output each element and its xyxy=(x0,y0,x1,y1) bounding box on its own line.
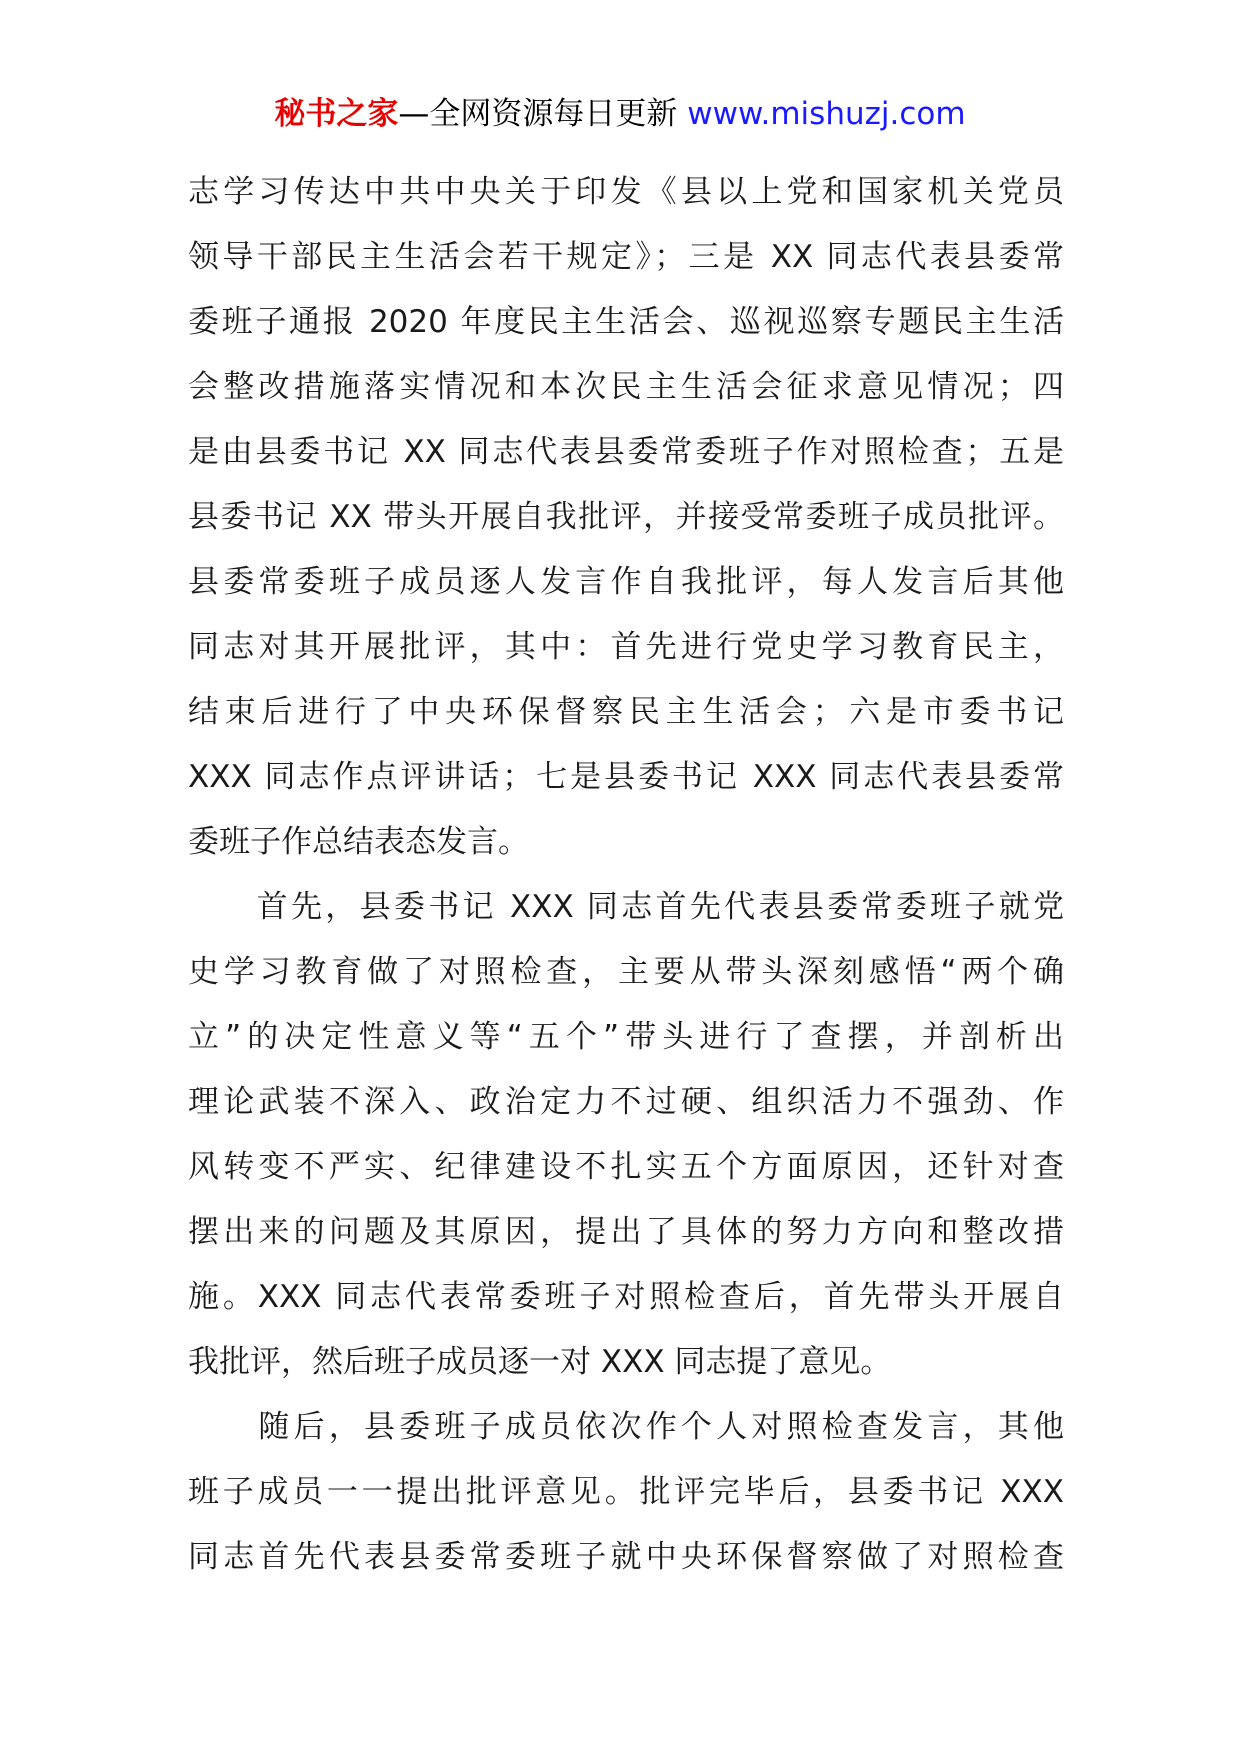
text-line: 委班子通报 2020 年度民主生活会、巡视巡察专题民主生活 xyxy=(188,304,1064,340)
text-line: 施。XXX 同志代表常委班子对照检查后，首先带头开展自 xyxy=(188,1279,1064,1315)
text-line: 结束后进行了中央环保督察民主生活会；六是市委书记 xyxy=(188,694,1064,730)
text-line: 我批评，然后班子成员逐一对 XXX 同志提了意见。 xyxy=(188,1344,892,1380)
text-line: 同志对其开展批评，其中：首先进行党史学习教育民主， xyxy=(188,629,1064,665)
site-slogan: —全网资源每日更新 xyxy=(398,96,688,132)
text-line: 摆出来的问题及其原因，提出了具体的努力方向和整改措 xyxy=(188,1214,1064,1250)
page-header xyxy=(0,94,1240,134)
site-brand: 秘书之家 xyxy=(274,96,399,132)
text-line: 是由县委书记 XX 同志代表县委常委班子作对照检查；五是 xyxy=(188,434,1064,470)
text-line: 县委常委班子成员逐人发言作自我批评，每人发言后其他 xyxy=(188,564,1064,600)
text-line: 理论武装不深入、政治定力不过硬、组织活力不强劲、作 xyxy=(188,1084,1064,1120)
text-line: 志学习传达中共中央关于印发《县以上党和国家机关党员 xyxy=(188,174,1064,210)
text-line: 委班子作总结表态发言。 xyxy=(188,824,529,860)
text-line: 班子成员一一提出批评意见。批评完毕后，县委书记 XXX xyxy=(188,1474,1064,1510)
document-body xyxy=(188,160,1064,1590)
text-line: 同志首先代表县委常委班子就中央环保督察做了对照检查 xyxy=(188,1539,1064,1575)
text-line: 风转变不严实、纪律建设不扎实五个方面原因，还针对查 xyxy=(188,1149,1064,1185)
text-line: 随后，县委班子成员依次作个人对照检查发言，其他 xyxy=(188,1409,1064,1445)
text-line: 会整改措施落实情况和本次民主生活会征求意见情况；四 xyxy=(188,369,1064,405)
text-line: 县委书记 XX 带头开展自我批评，并接受常委班子成员批评。 xyxy=(188,499,1064,535)
text-line: 立”的决定性意义等“五个”带头进行了查摆，并剖析出 xyxy=(188,1019,1064,1055)
text-line: 领导干部民主生活会若干规定》；三是 XX 同志代表县委常 xyxy=(188,239,1064,275)
text-line: 首先，县委书记 XXX 同志首先代表县委常委班子就党 xyxy=(188,889,1064,925)
text-line: 史学习教育做了对照检查，主要从带头深刻感悟“两个确 xyxy=(188,954,1064,990)
site-url-link[interactable]: www.mishuzj.com xyxy=(687,96,966,132)
text-line: XXX 同志作点评讲话；七是县委书记 XXX 同志代表县委常 xyxy=(188,759,1064,795)
